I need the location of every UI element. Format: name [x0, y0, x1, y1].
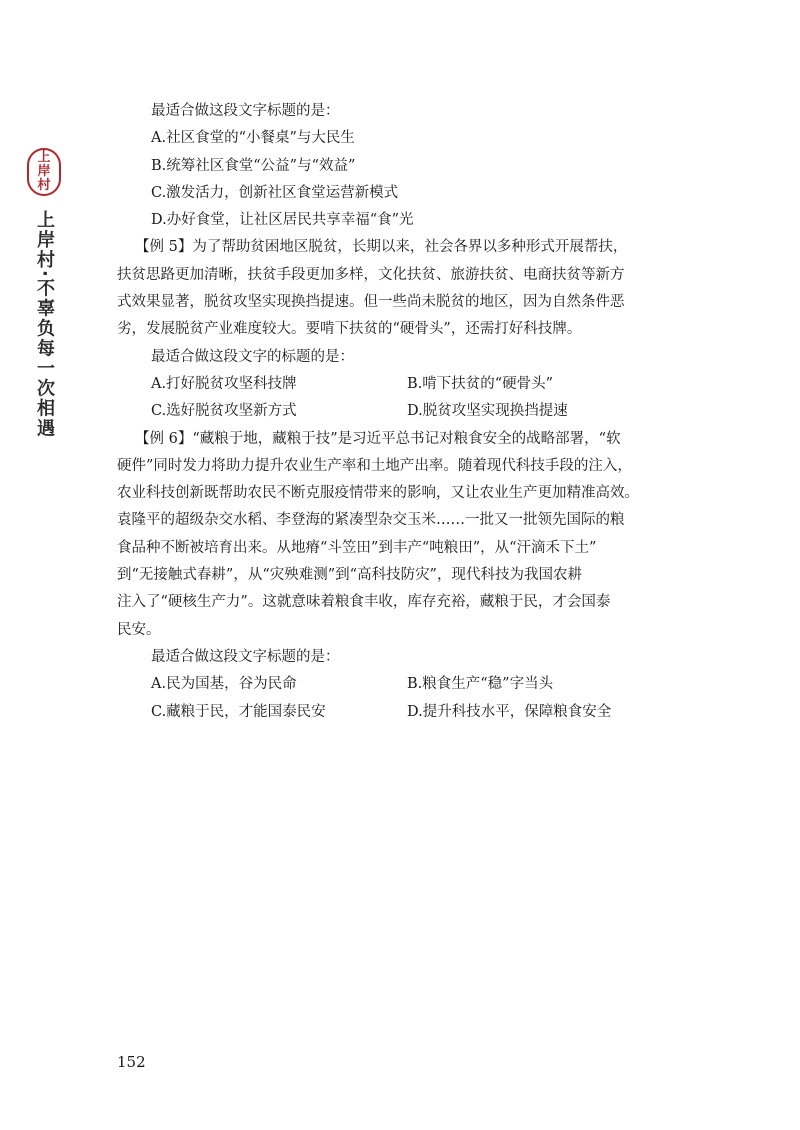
ex5-paragraph-line: 式效果显著，脱贫攻坚实现换挡提速。但一些尚未脱贫的地区，因为自然条件恶	[117, 294, 625, 311]
ex5-option-c: C.选好脱贫攻坚新方式	[151, 403, 297, 420]
ex5-option-d: D.脱贫攻坚实现换挡提速	[407, 403, 568, 420]
ex6-paragraph-line: 硬件”同时发力将助力提升农业生产率和土地产出率。随着现代科技手段的注入，	[117, 457, 632, 474]
ex5-option-a: A.打好脱贫攻坚科技牌	[151, 375, 297, 392]
ex5-paragraph-line: 劣，发展脱贫产业难度较大。要啃下扶贫的“硬骨头”，还需打好科技牌。	[117, 321, 582, 338]
ex5-prompt: 最适合做这段文字的标题的是：	[151, 348, 354, 365]
ex6-paragraph-line: 食品种不断被培育出来。从地瘠“斗笠田”到丰产“吨粮田”，从“汗滴禾下土”	[117, 539, 597, 556]
seal-char: 岸	[37, 164, 51, 179]
ex5-tag: 【例 5】	[135, 239, 193, 256]
ex6-paragraph-line: 民安。	[117, 621, 161, 638]
sidebar	[22, 148, 66, 439]
q4-option-c: C.激发活力，创新社区食堂运营新模式	[151, 184, 399, 201]
page-content	[117, 98, 689, 726]
ex6-paragraph-line: 注入了“硬核生产力”。这就意味着粮食丰收，库存充裕，藏粮于民，才会国泰	[117, 594, 611, 611]
ex6-tag: 【例 6】	[135, 430, 193, 447]
ex5-paragraph-line: 扶贫思路更加清晰，扶贫手段更加多样，文化扶贫、旅游扶贫、电商扶贫等新方	[117, 266, 625, 283]
ex6-prompt: 最适合做这段文字标题的是：	[151, 648, 340, 665]
seal-char: 上	[37, 150, 51, 165]
q4-option-b: B.统筹社区食堂“公益”与“效益”	[151, 157, 356, 174]
page-number: 152	[117, 1053, 146, 1071]
ex5-options-row	[117, 398, 689, 425]
q4-option-d: D.办好食堂，让社区居民共享幸福“食”光	[151, 212, 414, 229]
seal-char: 村	[37, 178, 51, 193]
ex6-option-d: D.提升科技水平，保障粮食安全	[407, 703, 612, 720]
brand-seal-icon	[27, 148, 61, 196]
ex6-paragraph-line: 【例 6】“藏粮于地，藏粮于技”是习近平总书记对粮食安全的战略部署，“软	[135, 430, 621, 447]
ex6-paragraph-line: 到“无接触式春耕”，从“灾殃难测”到“高科技防灾”，现代科技为我国农耕	[117, 567, 582, 584]
ex6-option-b: B.粮食生产“稳”字当头	[407, 676, 554, 693]
ex6-options-row	[117, 699, 689, 726]
ex6-paragraph-line: 袁隆平的超级杂交水稻、李登海的紧凑型杂交玉米……一批又一批领先国际的粮	[117, 512, 625, 529]
q4-prompt: 最适合做这段文字标题的是：	[151, 103, 340, 119]
ex6-paragraph-line: 农业科技创新既帮助农民不断克服疫情带来的影响，又让农业生产更加精准高效。	[117, 485, 639, 502]
q4-option-a: A.社区食堂的“小餐桌”与大民生	[151, 130, 355, 147]
ex6-option-c: C.藏粮于民，才能国泰民安	[151, 703, 326, 720]
ex5-paragraph-line: 【例 5】为了帮助贫困地区脱贫，长期以来，社会各界以多种形式开展帮扶，	[135, 239, 628, 256]
ex5-options-row	[117, 371, 689, 398]
sidebar-motto: 上岸村·不辜负每一次相遇	[34, 210, 55, 439]
ex6-options-row	[117, 671, 689, 698]
ex5-option-b: B.啃下扶贫的“硬骨头”	[407, 375, 554, 392]
ex6-option-a: A.民为国基，谷为民命	[151, 676, 297, 693]
